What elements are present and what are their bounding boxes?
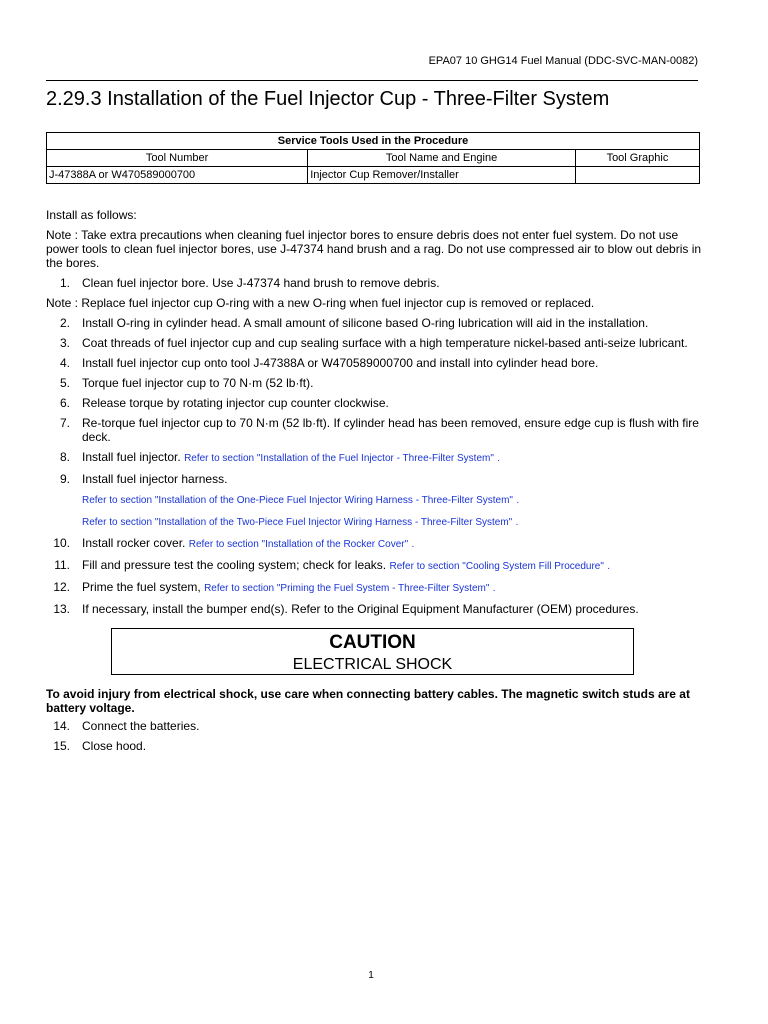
- step-number: 5.: [59, 376, 70, 390]
- step-number: 4.: [59, 356, 70, 370]
- step-item: [46, 580, 702, 596]
- step-item: [46, 739, 702, 753]
- ref-terminator: .: [411, 539, 415, 550]
- section-reference-link[interactable]: Refer to section "Installation of the Two-Piece Fuel Injector Wiring Harness - Three-Filter System": [82, 517, 513, 528]
- step-item: [46, 416, 702, 444]
- step-text: [82, 536, 702, 552]
- step-number: 9.: [59, 472, 70, 486]
- step-item: [46, 602, 702, 616]
- ref-terminator: .: [607, 561, 611, 572]
- step-item: [46, 276, 702, 290]
- step-text: [82, 580, 702, 596]
- step-item: [46, 536, 702, 552]
- step-text: Torque fuel injector cup to 70 N·m (52 lb·ft).: [82, 376, 314, 390]
- intro-text: Install as follows:: [46, 208, 137, 222]
- step-number: 12.: [53, 580, 70, 594]
- caution-subheading: ELECTRICAL SHOCK: [292, 656, 453, 673]
- step-body: Install fuel injector.: [82, 450, 181, 464]
- step-item: [46, 472, 702, 486]
- step-text: Coat threads of fuel injector cup and cup sealing surface with a high temperature nickel-based anti-seize lubricant.: [82, 336, 688, 350]
- step-number: 13.: [53, 602, 70, 616]
- service-tools-table: [46, 132, 700, 184]
- caution-box: [111, 628, 634, 675]
- note-o-ring: Note : Replace fuel injector cup O-ring with a new O-ring when fuel injector cup is removed or replaced.: [46, 296, 595, 310]
- step-number: 7.: [59, 416, 70, 430]
- note-cleaning: Note : Take extra precautions when cleaning fuel injector bores to ensure debris does not enter fuel system. Do not use power tools to clean fuel injector bores, use J-47374 hand brush and a rag. Do not use compressed air to blow out debris in the bores.: [46, 228, 702, 270]
- step-text: Close hood.: [82, 739, 147, 753]
- column-header-tool-number: Tool Number: [47, 150, 308, 167]
- section-reference-link[interactable]: Refer to section "Installation of the Rocker Cover": [188, 539, 409, 550]
- section-reference-link[interactable]: Refer to section "Installation of the One-Piece Fuel Injector Wiring Harness - Three-Filter System": [82, 495, 513, 506]
- step-text: Install fuel injector cup onto tool J-47388A or W470589000700 and install into cylinder head bore.: [82, 356, 599, 370]
- warning-text: To avoid injury from electrical shock, use care when connecting battery cables. The magnetic switch studs are at battery voltage.: [46, 687, 690, 715]
- procedure-body: [46, 208, 702, 622]
- step-item: [46, 450, 702, 466]
- step-text: If necessary, install the bumper end(s). Refer to the Original Equipment Manufacturer (OEM) procedures.: [82, 602, 639, 616]
- column-header-tool-graphic: Tool Graphic: [575, 150, 699, 167]
- caution-heading: CAUTION: [329, 632, 416, 653]
- step-text: [82, 558, 702, 574]
- step-item: [46, 396, 702, 410]
- step-item: [46, 376, 702, 390]
- step-number: 10.: [53, 536, 70, 550]
- step-text: Re-torque fuel injector cup to 70 N·m (52 lb·ft). If cylinder head has been removed, ensure edge cup is flush with fire deck.: [82, 416, 699, 444]
- ref-terminator: .: [515, 517, 519, 528]
- section-reference-link[interactable]: Refer to section "Installation of the Fuel Injector - Three-Filter System": [184, 453, 494, 464]
- cell-tool-number: J-47388A or W470589000700: [47, 167, 308, 184]
- step-item: [46, 558, 702, 574]
- section-reference-link[interactable]: Refer to section "Priming the Fuel System - Three-Filter System": [204, 583, 490, 594]
- sub-reference: [82, 492, 702, 508]
- step-number: 11.: [54, 558, 70, 572]
- step-text: Connect the batteries.: [82, 719, 200, 733]
- table-row: [47, 167, 700, 184]
- section-reference-link[interactable]: Refer to section "Cooling System Fill Procedure": [389, 561, 604, 572]
- final-steps: [46, 719, 702, 759]
- step-text: Clean fuel injector bore. Use J-47374 hand brush to remove debris.: [82, 276, 440, 290]
- step-number: 3.: [59, 336, 70, 350]
- page-title: 2.29.3 Installation of the Fuel Injector Cup - Three-Filter System: [46, 88, 610, 110]
- step-text: Release torque by rotating injector cup counter clockwise.: [82, 396, 389, 410]
- step-item: [46, 316, 702, 330]
- ref-terminator: .: [516, 495, 520, 506]
- step-number: 15.: [53, 739, 70, 753]
- step-body: Install rocker cover.: [82, 536, 186, 550]
- step-number: 14.: [53, 719, 70, 733]
- step-number: 6.: [59, 396, 70, 410]
- step-number: 8.: [59, 450, 70, 464]
- step-item: [46, 719, 702, 733]
- step-number: 2.: [59, 316, 70, 330]
- document-id: EPA07 10 GHG14 Fuel Manual (DDC-SVC-MAN-0082): [428, 55, 698, 67]
- step-item: [46, 356, 702, 370]
- step-text: Install fuel injector harness.: [82, 472, 228, 486]
- page-number: 1: [368, 970, 374, 981]
- ref-terminator: .: [492, 583, 496, 594]
- header-rule: [46, 80, 698, 81]
- table-caption: Service Tools Used in the Procedure: [47, 133, 700, 150]
- cell-tool-name: Injector Cup Remover/Installer: [308, 167, 576, 184]
- step-item: [46, 336, 702, 350]
- step-number: 1.: [59, 276, 70, 290]
- column-header-tool-name: Tool Name and Engine: [308, 150, 576, 167]
- step-body: Fill and pressure test the cooling system; check for leaks.: [82, 558, 387, 572]
- sub-reference: [82, 514, 702, 530]
- cell-tool-graphic: [575, 167, 699, 184]
- step-body: Prime the fuel system,: [82, 580, 201, 594]
- step-text: Install O-ring in cylinder head. A small amount of silicone based O-ring lubrication will aid in the installation.: [82, 316, 649, 330]
- step-text: [82, 450, 702, 466]
- ref-terminator: .: [497, 453, 501, 464]
